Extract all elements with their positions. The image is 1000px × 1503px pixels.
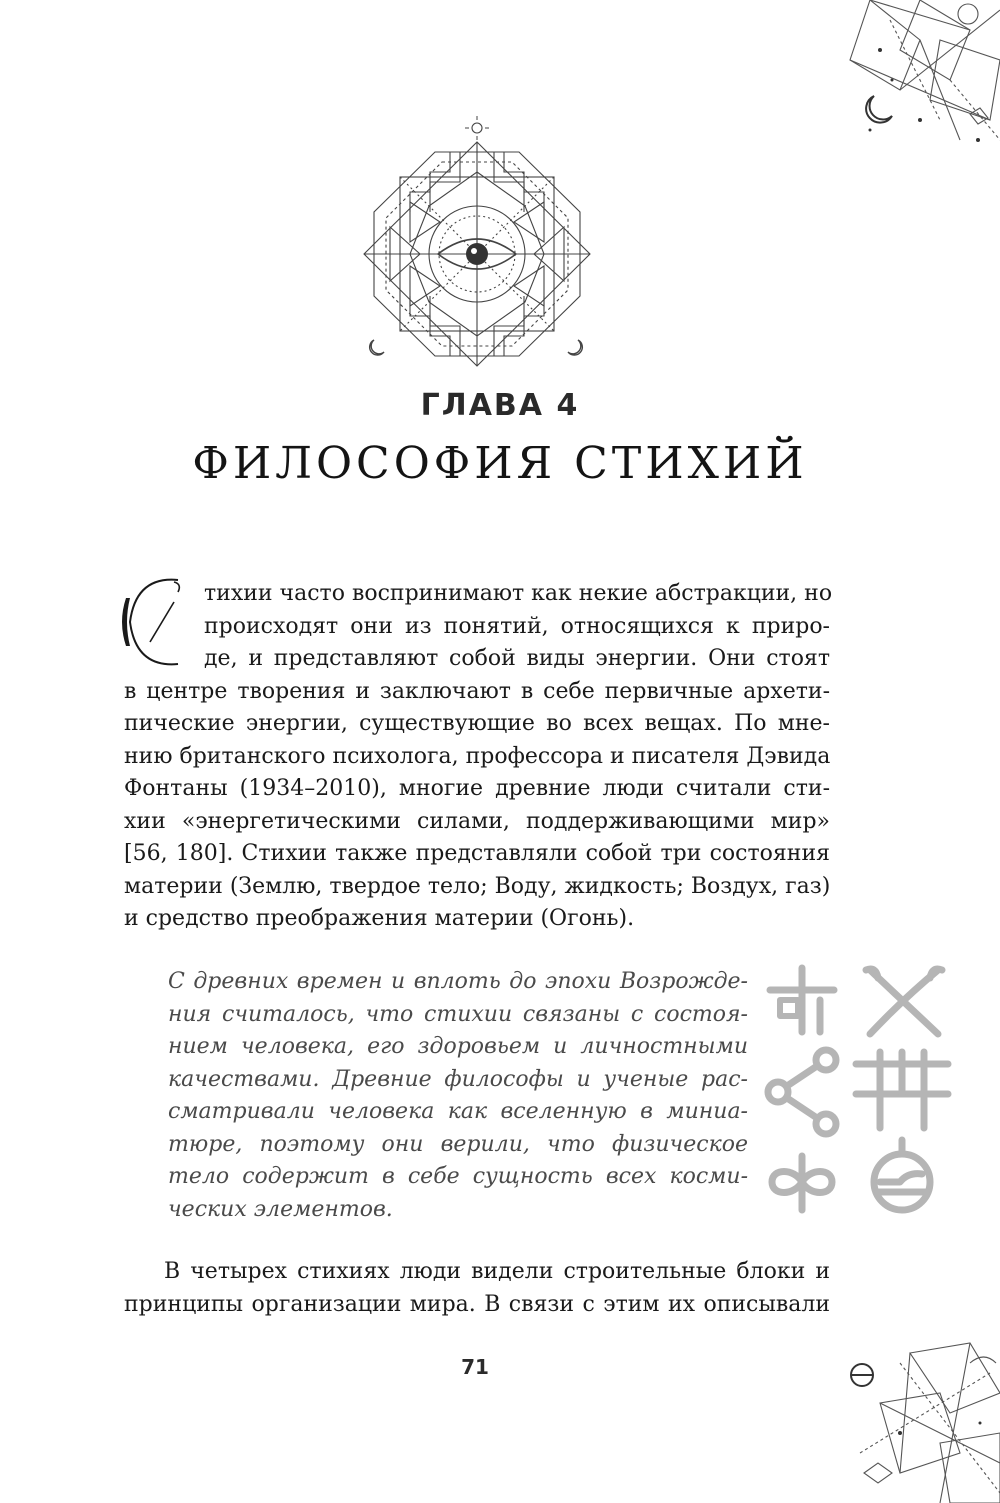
text-line: материи (Землю, твердое тело; Воду, жидкость; Воздух, газ) <box>124 873 831 899</box>
circle-minus-icon <box>851 1364 873 1386</box>
text-line: хии «энергетическими силами, поддерживающими мир» <box>124 808 830 834</box>
quote-line: сматривали человека как вселенную в миниа- <box>168 1099 748 1124</box>
paragraph-1 <box>124 578 833 936</box>
crescent-moon-icon <box>866 96 892 123</box>
page-number: 71 <box>461 1355 489 1379</box>
chapter-label: ГЛАВА 4 <box>420 388 580 423</box>
text-line: пические энергии, существующие во всех вещах. По мне- <box>124 711 830 736</box>
text-line: Фонтаны (1934–2010), многие древние люди считали сти- <box>124 776 830 801</box>
text-line: принципы организации мира. В связи с этим их описывали <box>124 1291 830 1317</box>
quote-line: ния считалось, что стихии связаны с состоя- <box>168 1001 748 1027</box>
alchemy-symbol-icon <box>866 969 942 1034</box>
alchemical-symbols-grid <box>762 960 952 1222</box>
quote-line: тело содержит в себе сущность всех косми- <box>168 1164 748 1189</box>
quote-block <box>168 966 748 1226</box>
chapter-title: ФИЛОСОФИЯ СТИХИЙ <box>192 438 808 489</box>
text-line: нию британского психолога, профессора и писателя Дэвида <box>124 743 831 769</box>
corner-geometric-ornament-bottom <box>840 1333 1000 1503</box>
crescent-moon-icon <box>370 340 384 355</box>
text-line: В четырех стихиях люди видели строительные блоки и <box>164 1259 830 1284</box>
text-line: [56, 180]. Стихии также представляли собой три состояния <box>124 841 830 866</box>
quote-line: качествами. Древние философы и ученые рас- <box>168 1066 748 1092</box>
corner-geometric-ornament-top <box>830 0 1000 150</box>
quote-line: тюре, поэтому они верили, что физическое <box>168 1131 748 1157</box>
text-line: происходят они из понятий, относящихся к приро- <box>204 613 830 639</box>
paragraph-2 <box>124 1256 830 1321</box>
crescent-moon-icon <box>568 340 582 355</box>
alchemy-symbol-icon <box>768 1050 836 1134</box>
alchemy-symbol-icon <box>770 968 834 1032</box>
alchemy-symbol-icon <box>856 1052 948 1128</box>
alchemy-symbol-icon <box>874 1140 930 1210</box>
quote-line: С древних времен и вплоть до эпохи Возрожде- <box>168 969 748 994</box>
text-line: и средство преображения материи (Огонь). <box>124 906 635 931</box>
quote-line: нием человека, его здоровьем и личностными <box>168 1034 748 1059</box>
quote-line: ческих элементов. <box>168 1196 393 1222</box>
mandala-eye-illustration <box>350 112 604 384</box>
text-line: тихии часто воспринимают как некие абстракции, но <box>204 581 833 606</box>
text-line: в центре творения и заключают в себе первичные архети- <box>124 678 830 704</box>
alchemy-symbol-icon <box>772 1156 832 1210</box>
text-line: де, и представляют собой виды энергии. Они стоят <box>204 646 830 671</box>
